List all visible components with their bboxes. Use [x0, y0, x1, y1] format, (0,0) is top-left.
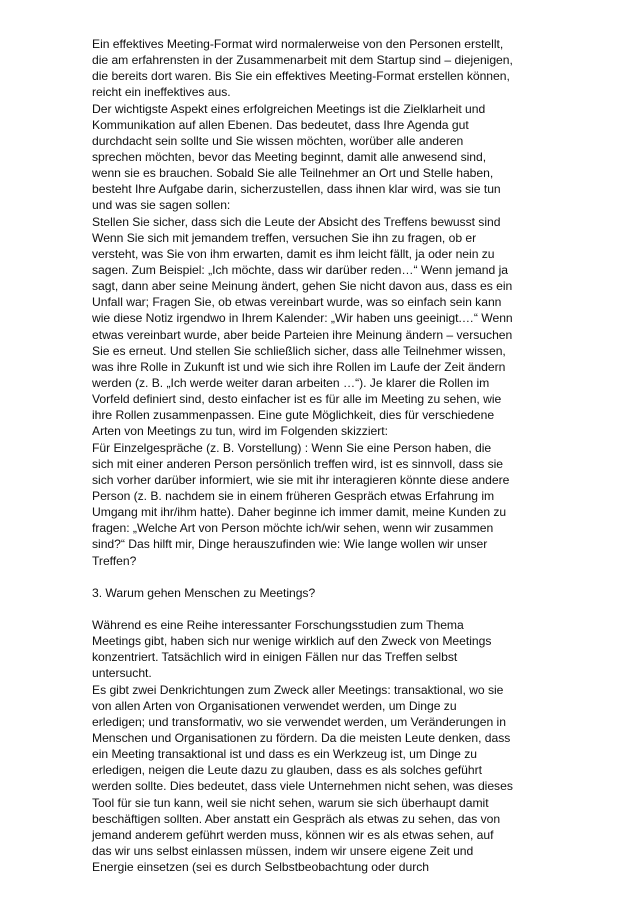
text-line: sich vorher darüber informiert, wie sie mit ihr interagieren könnte diese andere	[92, 472, 510, 487]
text-line: Umgang mit ihr/ihm hatte). Daher beginne ich immer damit, meine Kunden zu	[92, 505, 507, 520]
text-line: besteht Ihre Aufgabe darin, sicherzustellen, dass ihnen klar wird, was sie tun	[92, 182, 501, 197]
text-line: ein Meeting transaktional ist und dass es ein Werkzeug ist, um Dinge zu	[92, 747, 477, 762]
text-line: Ein effektives Meeting-Format wird normalerweise von den Personen erstellt,	[92, 37, 504, 51]
text-line: Person (z. B. nachdem sie in einem früheren Gespräch etwas Erfahrung im	[92, 488, 495, 503]
text-line: Stellen Sie sicher, dass sich die Leute der Absicht des Treffens bewusst sind	[92, 214, 501, 229]
text-line: erledigen, neigen die Leute dazu zu glauben, dass es als solches geführt	[92, 763, 482, 778]
text-line: Energie einsetzen (sei es durch Selbstbeobachtung oder durch	[92, 860, 430, 875]
text-line: wenn sie es brauchen. Sobald Sie alle Teilnehmer an Ort und Stelle haben,	[92, 166, 494, 181]
text-line: werden sollte. Dies bedeutet, dass viele Unternehmen nicht sehen, was dieses	[92, 779, 513, 794]
text-line: Vorfeld definiert sind, desto einfacher ist es für alle im Meeting zu sehen, wie	[92, 392, 502, 407]
text-line: die bereits dort waren. Bis Sie ein effektives Meeting-Format erstellen können,	[92, 69, 510, 84]
text-line: Wenn Sie sich mit jemandem treffen, versuchen Sie ihn zu fragen, ob er	[92, 230, 477, 245]
text-line: sprechen möchten, bevor das Meeting beginnt, damit alle anwesend sind,	[92, 149, 487, 164]
text-line: Tool für sie tun kann, weil sie nicht sehen, warum sie sich überhaupt damit	[92, 795, 489, 810]
text-line: ihre Rollen zusammenpassen. Eine gute Möglichkeit, dies für verschiedene	[92, 408, 495, 423]
text-line: Für Einzelgespräche (z. B. Vorstellung) : Wenn Sie eine Person haben, die	[92, 440, 492, 455]
text-line: reicht ein ineffektives aus.	[92, 85, 231, 100]
text-line: Der wichtigste Aspekt eines erfolgreichen Meetings ist die Zielklarheit und	[92, 101, 486, 116]
text-line: Es gibt zwei Denkrichtungen zum Zweck aller Meetings: transaktional, wo sie	[92, 682, 504, 697]
section-heading: 3. Warum gehen Menschen zu Meetings?	[92, 585, 316, 600]
text-line: untersucht.	[92, 666, 152, 681]
text-line: wie diese Notiz irgendwo in Ihrem Kalender: „Wir haben uns geeinigt.…“ Wenn	[92, 311, 513, 326]
text-line: von allen Arten von Organisationen verwendet werden, um Dinge zu	[92, 698, 457, 713]
text-line: fragen: „Welche Art von Person möchte ich/wir sehen, wenn wir zusammen	[92, 521, 494, 536]
text-line: etwas vereinbart wurde, aber beide Parteien ihre Meinung ändern – versuchen	[92, 327, 513, 342]
text-line: versteht, was Sie von ihm erwarten, damit es ihm leicht fällt, ja oder nein zu	[92, 246, 495, 261]
document-page	[92, 36, 552, 891]
text-line: Unfall war; Fragen Sie, ob etwas vereinbart wurde, was so einfach sein kann	[92, 295, 502, 310]
text-line: konzentriert. Tatsächlich wird in einigen Fällen nur das Treffen selbst	[92, 650, 458, 665]
blank-line	[92, 569, 552, 585]
text-line: erledigen; und transformativ, wo sie verwendet werden, um Veränderungen in	[92, 714, 506, 729]
text-line: Während es eine Reihe interessanter Forschungsstudien zum Thema	[92, 618, 464, 633]
text-line: sagen. Zum Beispiel: „Ich möchte, dass wir darüber reden…“ Wenn jemand ja	[92, 262, 508, 277]
blank-line	[92, 601, 552, 617]
text-line: Treffen?	[92, 553, 137, 568]
text-line: sagt, dann aber seine Meinung ändert, gehen Sie nicht davon aus, dass es ein	[92, 279, 513, 294]
text-line: das wir uns selbst einlassen müssen, indem wir unsere eigene Zeit und	[92, 844, 474, 859]
text-line	[92, 875, 552, 891]
text-line: jemand anderem geführt werden muss, können wir es als etwas sehen, auf	[92, 827, 494, 842]
text-line: Meetings gibt, haben sich nur wenige wirklich auf den Zweck von Meetings	[92, 634, 492, 649]
text-line: durchdacht sein sollte und Sie wissen möchten, worüber alle anderen	[92, 133, 464, 148]
text-line: die am erfahrensten in der Zusammenarbeit mit dem Startup sind – diejenigen,	[92, 53, 513, 68]
text-line: Kommunikation auf allen Ebenen. Das bedeutet, dass Ihre Agenda gut	[92, 117, 469, 132]
text-line: Arten von Meetings zu tun, wird im Folgenden skizziert:	[92, 424, 388, 439]
text-line: und was sie sagen sollen:	[92, 198, 231, 213]
text-line: sind?“ Das hilft mir, Dinge herauszufinden wie: Wie lange wollen wir unser	[92, 537, 488, 552]
text-line: sich mit einer anderen Person persönlich treffen wird, ist es sinnvoll, dass sie	[92, 456, 504, 471]
text-line: Sie es erneut. Und stellen Sie schließlich sicher, dass alle Teilnehmer wissen,	[92, 343, 506, 358]
text-line: beschäftigen sollten. Aber anstatt ein Gespräch als etwas zu sehen, das von	[92, 811, 501, 826]
text-line: was ihre Rolle in Zukunft ist und wie sich ihre Rollen im Laufe der Zeit ändern	[92, 359, 506, 374]
text-line: werden (z. B. „Ich werde weiter daran arbeiten …“). Je klarer die Rollen im	[92, 375, 490, 390]
text-line: Menschen und Organisationen zu fördern. Da die meisten Leute denken, dass	[92, 731, 511, 746]
